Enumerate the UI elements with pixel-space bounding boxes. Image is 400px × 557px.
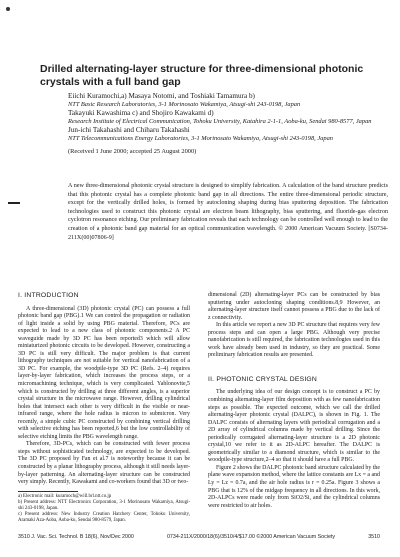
author-affiliation: NTT Telecommunications Energy Laboratories, 3-1 Morinosato Wakamiya, Atsugi-shi 243-0198, Japan — [68, 134, 333, 142]
author-affiliation: NTT Basic Research Laboratories, 3-1 Morinosato Wakamiya, Atsugi-shi 243-0198, Japan — [68, 100, 301, 108]
body-paragraph: The underlying idea of our design concept is to construct a PC by combining alternating-layer film deposition with as few nanofabrication steps as possible. The expected outcome, which we call the drilled alternating-layer photonic crystal (DALPC), is shown in Fig. 1. The DALPC consists of alternating layers with periodical corrugation and a 2D array of cylindrical columns made by vertical drilling. Since the periodically corrugated alternating-layer structure is a 2D photonic crystal,10 we refer to it as 2D-ALPC hereafter. The DALPC is geometrically similar to a diamond structure, which is similar to the woodpile-type structure,2–4 so that it should have a full PBG. — [208, 389, 380, 464]
author-names: Takayuki Kawashima c) and Shojiro Kawakami d) — [68, 109, 214, 118]
footnote: b) Present address: NTT Electronics Corporation, 3-1 Morinosato Wakamiya, Atsugi-shi 243-0198, Japan. — [18, 499, 190, 511]
body-paragraph: In this article we report a new 3D PC structure that requires very few process steps and can open a large PBG. Although very precise nanofabrication is still required, the fabrication technologies used in this work have already been used in industry, so they are practical. Some preliminary fabrication results are presented. — [208, 322, 380, 359]
body-paragraph: Figure 2 shows the DALPC photonic band structure calculated by the plane wave expansion method, where the lattice constants are Lx = a and Ly = Lz = 0.7a, and the air hole radius is r = 0.25a. Figure 3 shows a PBG that is 12% of the midgap frequency in all directions. In this work, 2D-ALPCs were made only from SiO2/Si, and the cylindrical columns were restricted to air holes. — [208, 464, 380, 509]
author-block — [68, 91, 388, 155]
body-paragraph: Therefore, 3D-PCs, which can be constructed with fewer process steps without sophisticated technology, are expected to be developed. The 3D PC proposed by Fan et al.7 is noteworthy because it can be constructed by a planar lithography process, although it still needs layer-by-layer patterning. An alternating-layer structure can be constructed very simply. Recently, Kawakami and co-workers found that 3D or two- — [18, 441, 190, 486]
author-names: Eiichi Kuramochi,a) Masaya Notomi, and Toshiaki Tamamura b) — [68, 92, 255, 100]
journal-citation: 3510 J. Vac. Sci. Technol. B 18(6), Nov/Dec 2000 — [18, 534, 134, 540]
section-heading: I. INTRODUCTION — [18, 292, 79, 299]
footnotes — [18, 494, 190, 524]
author-affiliation: Research Institute of Electrical Communication, Tohoku University, Katahira 2-1-1, Aoba-ku, Sendai 980-8577, Japan — [68, 117, 372, 125]
footnote-rule — [18, 491, 78, 492]
received-date: (Received 1 June 2000; accepted 25 August 2000) — [68, 147, 197, 155]
author-names: Jun-ichi Takahashi and Chiharu Takahashi — [68, 126, 190, 135]
footnote: c) Present address: New Industry Creation Hatchery Center, Tohoku University, Aramaki Aza-Aoba, Aoba-ku, Sendai 980-8579, Japan. — [18, 511, 190, 523]
right-column — [208, 292, 380, 510]
article-title: Drilled alternating-layer structure for three-dimensional photonic crystals with a full band gap — [40, 63, 364, 88]
page-footer — [18, 534, 380, 541]
left-column — [18, 292, 190, 524]
body-paragraph: A three-dimensional (3D) photonic crystal (PC) can possess a full photonic band gap (PBG).1 We can control the propagation or radiation of light inside a solid by using PBG material. Therefore, PCs are expected to lead to a new class of photonic components.2 A PC waveguide made by 3D PC has been reported3 which will allow miniaturized photonic circuits to be developed. However, constructing a 3D PC is still very difficult. The major problem is that current lithography techniques are not suitable for vertical nanofabrication of a 3D PC. For example, the woodpile-type 3D PC (Refs. 2–4) requires layer-by-layer fabrication, which increases the process steps, or a micromachining technique, which is very complicated. Yablonovite,5 which is constructed by drilling at three different angles, is a superior crystal structure in the microwave range. However, drilling cylindrical holes that intersect each other is very difficult in the visible or near-infrared range, where the hole radius is micron to submicron. Very recently, a simple cubic PC constructed by combining vertical drilling with selective etching has been reported,6 but the low controllability of selective etching limits the PBG wavelength range. — [18, 305, 190, 440]
scan-speck — [6, 7, 10, 11]
footnote: a) Electronic mail: kuramoch@will.brl.ntt.co.jp — [18, 493, 112, 499]
page-number: 3510 — [368, 534, 380, 540]
body-paragraph: dimensional (2D) alternating-layer PCs can be constructed by bias sputtering under autocloning shaping conditions.8,9 However, an alternating-layer structure itself cannot possess a PBG due to the lack of z connectivity. — [208, 292, 380, 321]
copyright-line: 0734-211X/2000/18(6)/3510/4/$17.00 ©2000 American Vacuum Society — [166, 534, 336, 540]
section-heading: II. PHOTONIC CRYSTAL DESIGN — [208, 375, 318, 383]
margin-mark — [8, 202, 20, 204]
abstract: A new three-dimensional photonic crystal structure is designed to simplify fabrication. A calculation of the band structure predicts that this photonic crystal has a complete photonic band gap in all directions. The entire three-dimensional periodic structure, except for the vertically drilled holes, is formed by autocloning shaping during bias sputtering deposition. The fabrication technologies used to construct this photonic crystal are electron beam lithography, bias sputtering, and fluoride-gas electron cyclotron resonance etching. Our preliminary fabrication reveals that each technology can be controlled well enough to lead to the creation of a photonic band gap material for an optical communication wavelength. © 2000 American Vacuum Society. [S0734-211X(00)07806-9] — [68, 183, 388, 241]
